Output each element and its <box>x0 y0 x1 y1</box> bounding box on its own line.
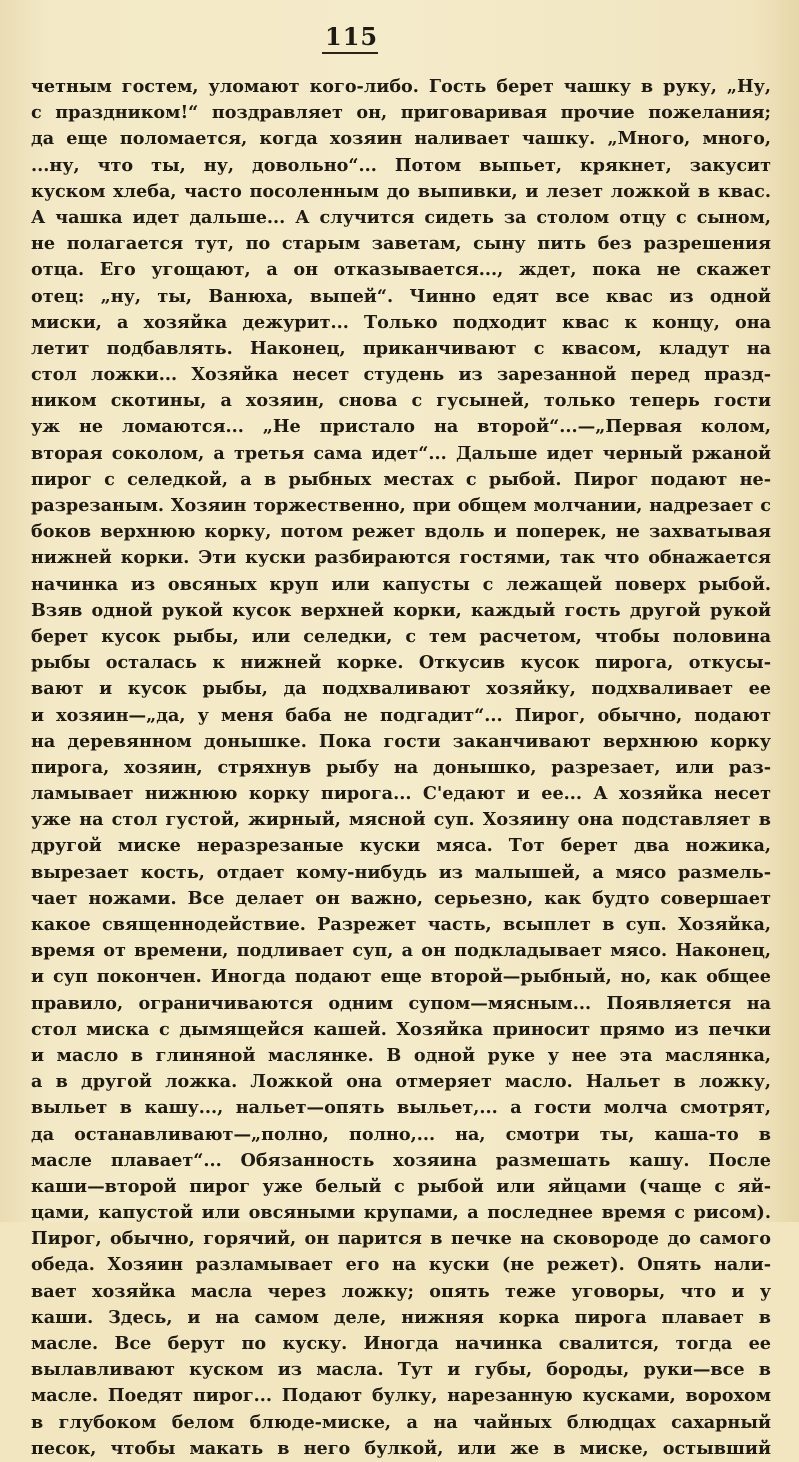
text-line: разрезаным. Хозяин торжественно, при общем молчании, надрезает с <box>31 495 771 516</box>
text-line: выльет в кашу..., нальет—опять выльет,... а гости молча смотрят, <box>31 1097 771 1119</box>
text-line: летит подбавлять. Наконец, приканчивают с квасом, кладут на <box>31 337 771 359</box>
text-line: пирога, хозяин, стряхнув рыбу на донышко, разрезает, или раз- <box>31 756 771 778</box>
body-text <box>31 74 771 1462</box>
text-line: чает ножами. Все делает он важно, серьезно, как будто совершает <box>31 887 771 909</box>
text-line: песок, чтобы макать в него булкой, или же в миске, остывший <box>31 1437 771 1459</box>
text-line: в глубоком белом блюде-миске, а на чайных блюдцах сахарный <box>31 1411 771 1433</box>
text-line: четным гостем, уломают кого-либо. Гость берет чашку в руку, „Ну, <box>31 76 771 97</box>
text-line: миски, а хозяйка дежурит... Только подходит квас к концу, она <box>31 311 771 333</box>
text-line: другой миске неразрезаные куски мяса. Тот берет два ножика, <box>31 835 771 857</box>
text-line: А чашка идет дальше... А случится сидеть за столом отцу с сыном, <box>31 206 771 228</box>
text-line: куском хлеба, часто посоленным до выпивки, и лезет ложкой в квас. <box>31 180 771 202</box>
text-line: и хозяин—„да, у меня баба не подгадит“... Пирог, обычно, подают <box>31 704 771 726</box>
text-line: отец: „ну, ты, Ванюха, выпей“. Чинно едят все квас из одной <box>31 285 771 307</box>
text-line: на деревянном донышке. Пока гости заканчивают верхнюю корку <box>31 730 771 752</box>
text-line: ...ну, что ты, ну, довольно“... Потом выпьет, крякнет, закусит <box>31 154 771 176</box>
text-line: цами, капустой или овсяными крупами, а последнее время с рисом). <box>31 1202 771 1224</box>
text-line: и масло в глиняной маслянке. В одной руке у нее эта маслянка, <box>31 1044 771 1066</box>
text-line: время от времени, подливает суп, а он подкладывает мясо. Наконец, <box>31 940 771 962</box>
page-number: 115 <box>325 22 379 51</box>
text-line: вторая соколом, а третья сама идет“... Дальше идет черный ржаной <box>31 442 771 464</box>
text-line: масле. Все берут по куску. Иногда начинка свалится, тогда ее <box>31 1333 771 1354</box>
text-line: Взяв одной рукой кусок верхней корки, каждый гость другой рукой <box>31 599 771 621</box>
text-line: да останавливают—„полно, полно,... на, смотри ты, каша-то в <box>31 1123 771 1145</box>
text-line: боков верхнюю корку, потом режет вдоль и поперек, не захватывая <box>31 521 771 543</box>
text-line: какое священнодействие. Разрежет часть, всыплет в суп. Хозяйка, <box>31 914 771 935</box>
text-line: каши. Здесь, и на самом деле, нижняя корка пирога плавает в <box>31 1306 771 1328</box>
text-line: и суп покончен. Иногда подают еще второй—рыбный, но, как общее <box>31 966 771 988</box>
text-line: масле плавает“... Обязанность хозяина размешать кашу. После <box>31 1149 771 1171</box>
text-line: отца. Его угощают, а он отказывается..., ждет, пока не скажет <box>31 259 771 281</box>
text-line: уж не ломаются... „Не пристало на второй“...—„Первая колом, <box>31 416 771 438</box>
text-line: вылавливают куском из масла. Тут и губы, бороды, руки—все в <box>31 1359 771 1381</box>
text-line: рыбы осталась к нижней корке. Откусив кусок пирога, откусы- <box>31 652 771 674</box>
text-line: начинка из овсяных круп или капусты с лежащей поверх рыбой. <box>31 573 771 595</box>
text-line: пирог с селедкой, а в рыбных местах с рыбой. Пирог подают не- <box>31 468 771 490</box>
text-line: стол миска с дымящейся кашей. Хозяйка приносит прямо из печки <box>31 1018 771 1040</box>
text-line: каши—второй пирог уже белый с рыбой или яйцами (чаще с яй- <box>31 1175 771 1197</box>
text-line: с праздником!“ поздравляет он, приговаривая прочие пожелания; <box>31 102 771 124</box>
text-line: правило, ограничиваются одним супом—мясным... Появляется на <box>31 992 771 1014</box>
text-line: масле. Поедят пирог... Подают булку, нарезанную кусками, ворохом <box>31 1385 771 1407</box>
text-line: стол ложки... Хозяйка несет студень из зарезанной перед празд- <box>31 364 771 386</box>
text-line: не полагается тут, по старым заветам, сыну пить без разрешения <box>31 233 771 255</box>
text-line: Пирог, обычно, горячий, он парится в печке на сковороде до самого <box>31 1228 771 1250</box>
text-line: вают и кусок рыбы, да подхваливают хозяйку, подхваливает ее <box>31 678 771 700</box>
text-line: вырезает кость, отдает кому-нибудь из малышей, а мясо размель- <box>31 861 771 883</box>
text-line: да еще поломается, когда хозяин наливает чашку. „Много, много, <box>31 128 771 150</box>
text-line: а в другой ложка. Ложкой она отмеряет масло. Нальет в ложку, <box>31 1071 771 1093</box>
page-number-underline <box>322 52 378 54</box>
text-line: берет кусок рыбы, или селедки, с тем расчетом, чтобы половина <box>31 625 771 647</box>
text-line: обеда. Хозяин разламывает его на куски (не режет). Опять нали- <box>31 1254 771 1276</box>
text-line: ником скотины, а хозяин, снова с гусыней, только теперь гости <box>31 390 771 412</box>
text-line: вает хозяйка масла через ложку; опять теже уговоры, что и у <box>31 1280 771 1302</box>
text-line: нижней корки. Эти куски разбираются гостями, так что обнажается <box>31 547 771 569</box>
text-line: уже на стол густой, жирный, мясной суп. Хозяину она подставляет в <box>31 809 771 831</box>
text-line: ламывает нижнюю корку пирога... С'едают и ее... А хозяйка несет <box>31 783 771 805</box>
